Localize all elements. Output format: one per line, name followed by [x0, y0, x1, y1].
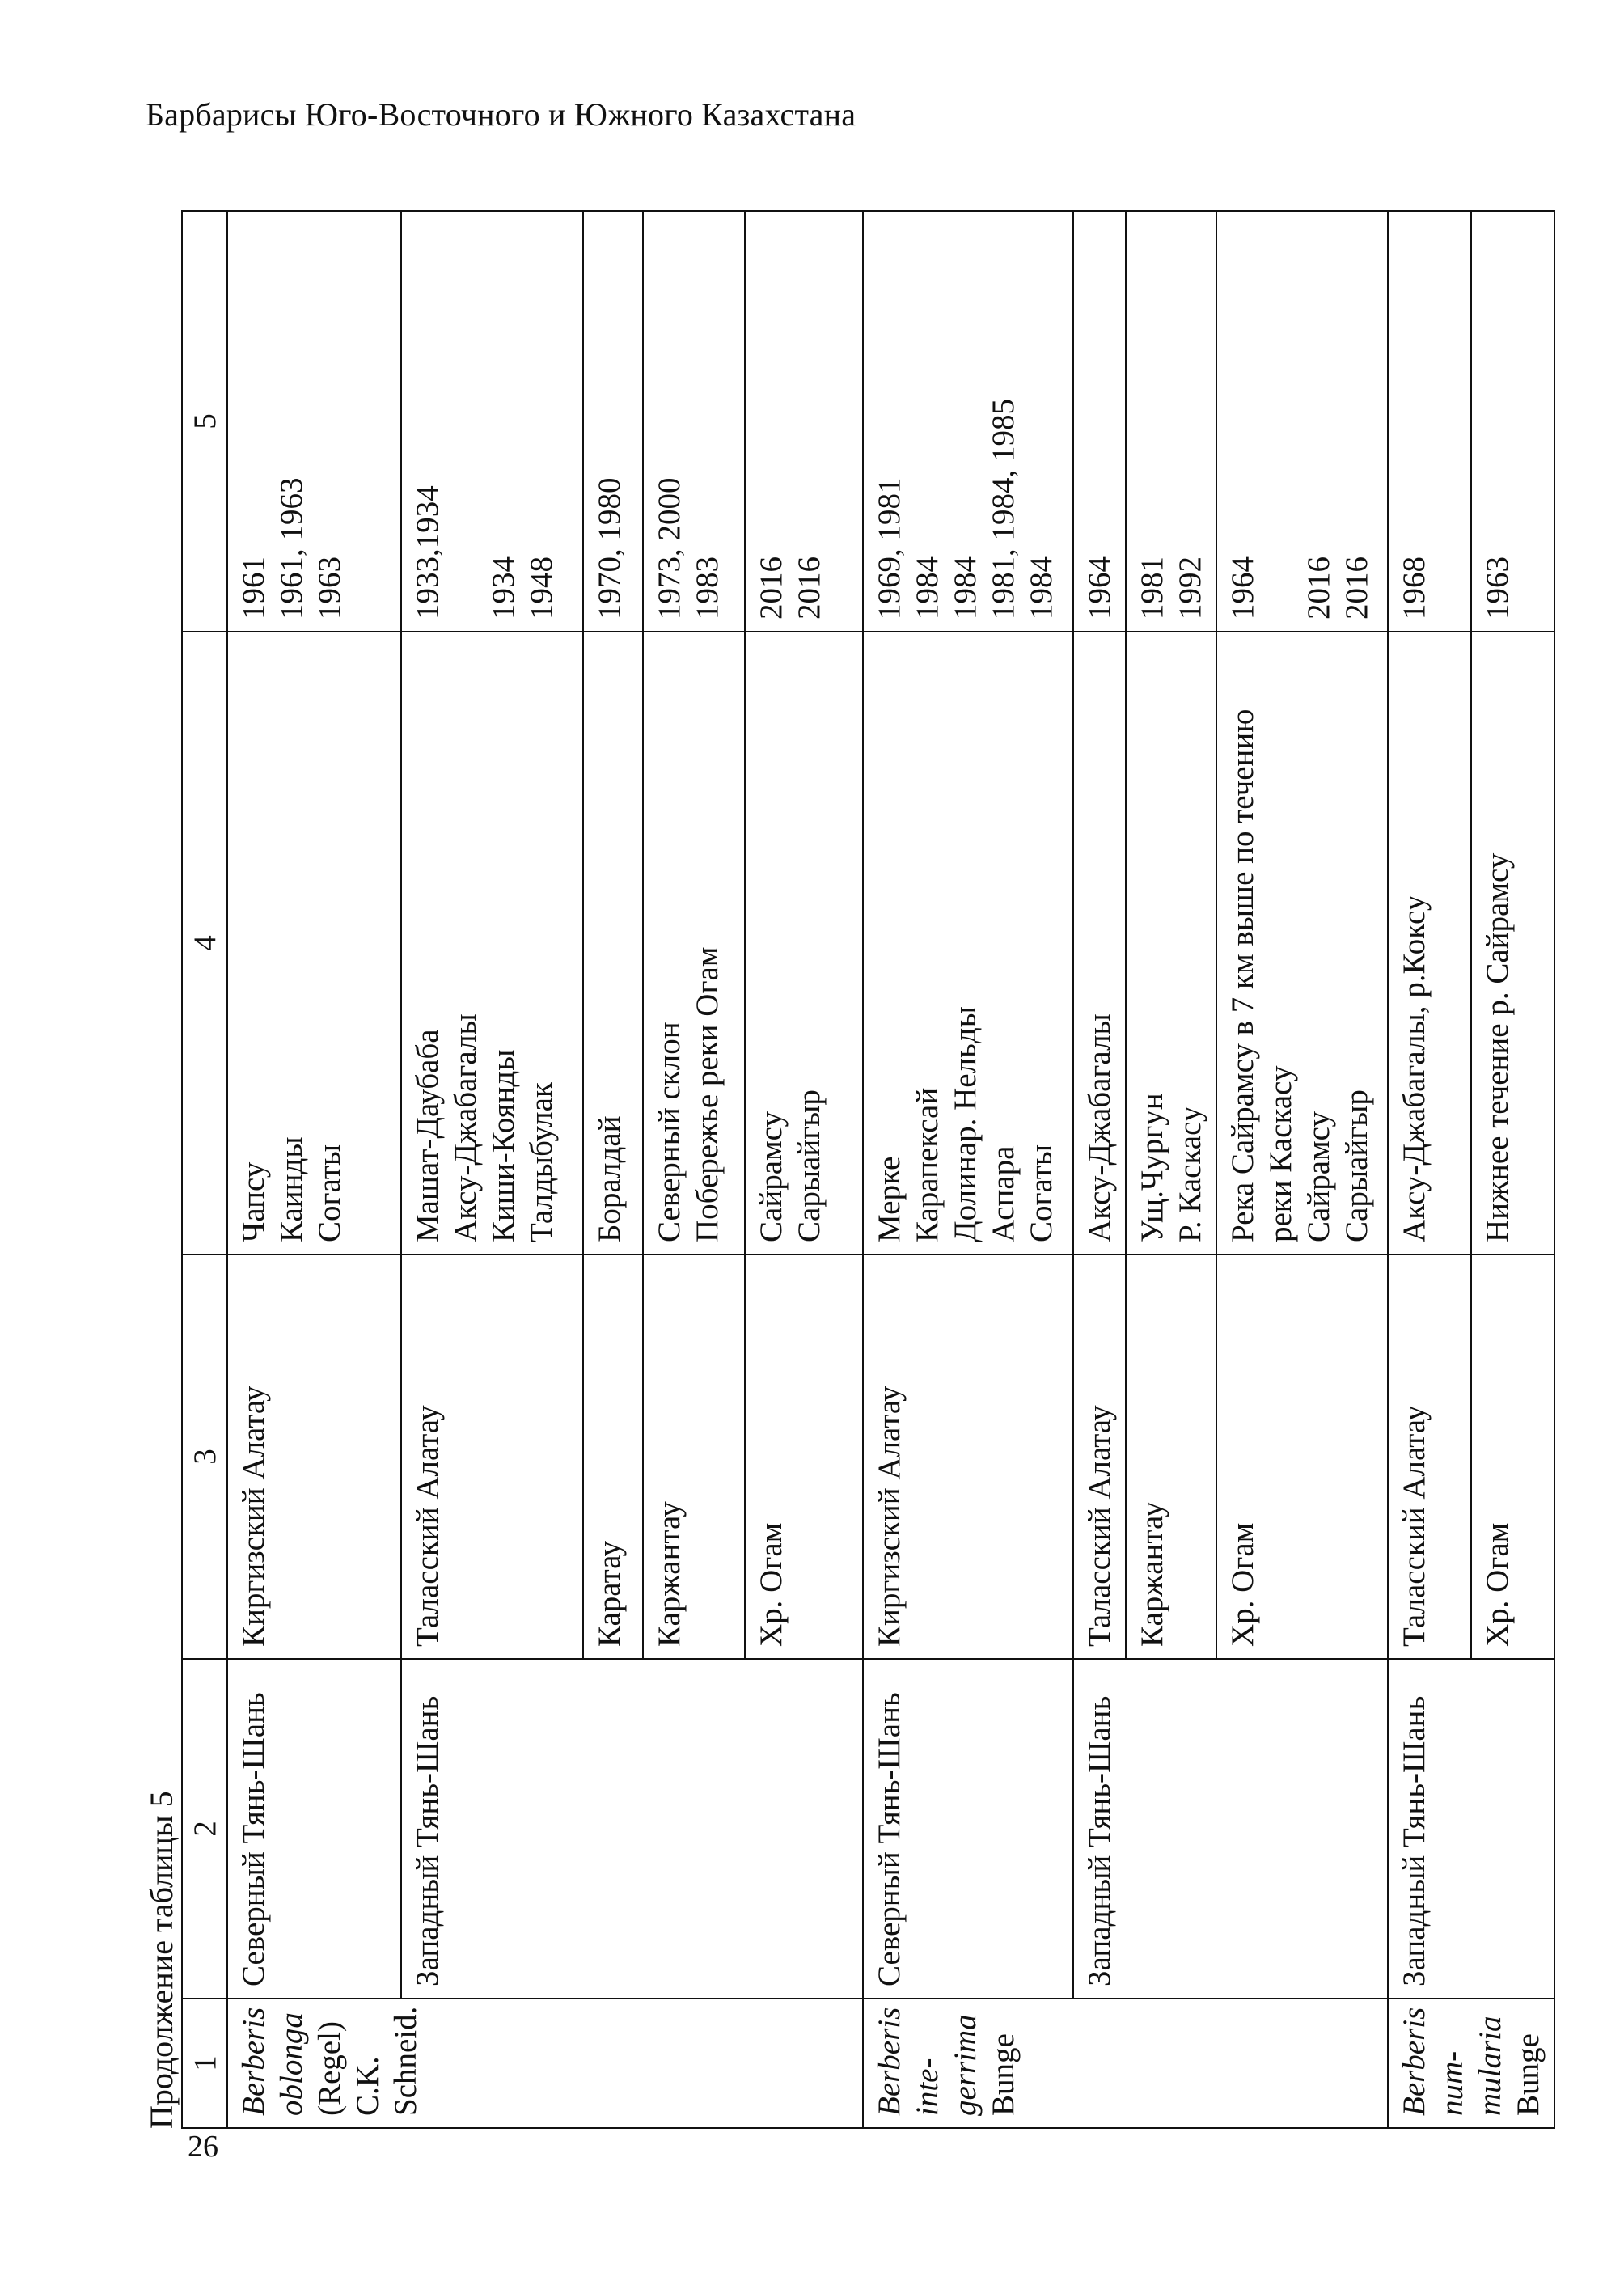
years-cell: 1964 2016 2016 — [1216, 211, 1388, 632]
years-cell: 1973, 2000 1983 — [643, 211, 745, 632]
locality-cell: Река Сайрамсу в 7 км выше по течению реки Каскасу Сайрамсу Сарыайгыр — [1216, 632, 1388, 1254]
region-cell: Северный Тянь-Шань — [863, 1659, 1073, 1999]
years-cell: 1970, 1980 — [583, 211, 643, 632]
column-header: 4 — [182, 632, 227, 1254]
region-cell: Западный Тянь-Шань — [1388, 1659, 1554, 1999]
years-cell: 1969, 1981 1984 1984 1981, 1984, 1985 1984 — [863, 211, 1073, 632]
years-cell: 1968 — [1388, 211, 1471, 632]
species-author: Bunge — [986, 2033, 1021, 2116]
locality-cell: Боралдай — [583, 632, 643, 1254]
table-caption: Продолжение таблицы 5 — [143, 1791, 180, 2129]
locality-cell: Сайрамсу Сарыайгыр — [745, 632, 863, 1254]
rotated-table-block — [142, 212, 1546, 2129]
column-header: 5 — [182, 211, 227, 632]
species-author: (Regel) C.K. Schneid. — [312, 2006, 423, 2116]
range-cell: Киргизский Алатау — [227, 1254, 401, 1659]
range-cell: Таласский Алатау — [1388, 1254, 1471, 1659]
table-row — [227, 211, 401, 2128]
region-cell: Северный Тянь-Шань — [227, 1659, 401, 1999]
range-cell: Таласский Алатау — [401, 1254, 583, 1659]
species-cell — [1388, 1999, 1554, 2128]
range-cell: Киргизский Алатау — [863, 1254, 1073, 1659]
table-row — [401, 211, 583, 2128]
species-cell — [227, 1999, 863, 2128]
range-cell: Хр. Огам — [1216, 1254, 1388, 1659]
column-header: 1 — [182, 1999, 227, 2128]
range-cell: Каржантау — [643, 1254, 745, 1659]
table-row — [1388, 211, 1471, 2128]
region-cell: Западный Тянь-Шань — [1073, 1659, 1388, 1999]
table-row — [863, 211, 1073, 2128]
range-cell: Каратау — [583, 1254, 643, 1659]
locality-cell: Машат-Даубаба Аксу-Джабагалы Киши-Коянды Талдыбулак — [401, 632, 583, 1254]
species-name: Berberis oblonga — [236, 2007, 309, 2116]
range-cell: Хр. Огам — [1471, 1254, 1554, 1659]
column-header: 2 — [182, 1659, 227, 1999]
region-cell: Западный Тянь-Шань — [401, 1659, 863, 1999]
species-name: Berberis inte- gerrima — [872, 2007, 983, 2116]
years-cell: 1963 — [1471, 211, 1554, 632]
range-cell: Хр. Огам — [745, 1254, 863, 1659]
species-name: Berberis num- mularia — [1397, 2007, 1508, 2116]
years-cell: 1964 — [1073, 211, 1126, 632]
years-cell: 1933,1934 1934 1948 — [401, 211, 583, 632]
locality-cell: Аксу-Джабагалы — [1073, 632, 1126, 1254]
table-row — [1073, 211, 1126, 2128]
table-header-row — [182, 211, 227, 2128]
locality-cell: Ущ.Чургун Р. Каскасу — [1126, 632, 1216, 1254]
species-author: Bunge — [1511, 2033, 1546, 2116]
locality-cell: Аксу-Джабагалы, р.Коксу — [1388, 632, 1471, 1254]
locality-cell: Мерке Карапексай Долинар. Нельды Аспара Согаты — [863, 632, 1073, 1254]
running-header: Барбарисы Юго-Восточного и Южного Казахстана — [146, 96, 856, 133]
locality-cell: Чапсу Каинды Согаты — [227, 632, 401, 1254]
page-number: 26 — [188, 2130, 218, 2164]
locality-cell: Нижнее течение р. Сайрамсу — [1471, 632, 1554, 1254]
years-cell: 1961 1961, 1963 1963 — [227, 211, 401, 632]
range-cell: Каржантау — [1126, 1254, 1216, 1659]
species-cell — [863, 1999, 1388, 2128]
locality-cell: Северный склон Побережье реки Огам — [643, 632, 745, 1254]
years-cell: 2016 2016 — [745, 211, 863, 632]
range-cell: Таласский Алатау — [1073, 1254, 1126, 1659]
column-header: 3 — [182, 1254, 227, 1659]
data-table — [181, 210, 1555, 2129]
years-cell: 1981 1992 — [1126, 211, 1216, 632]
